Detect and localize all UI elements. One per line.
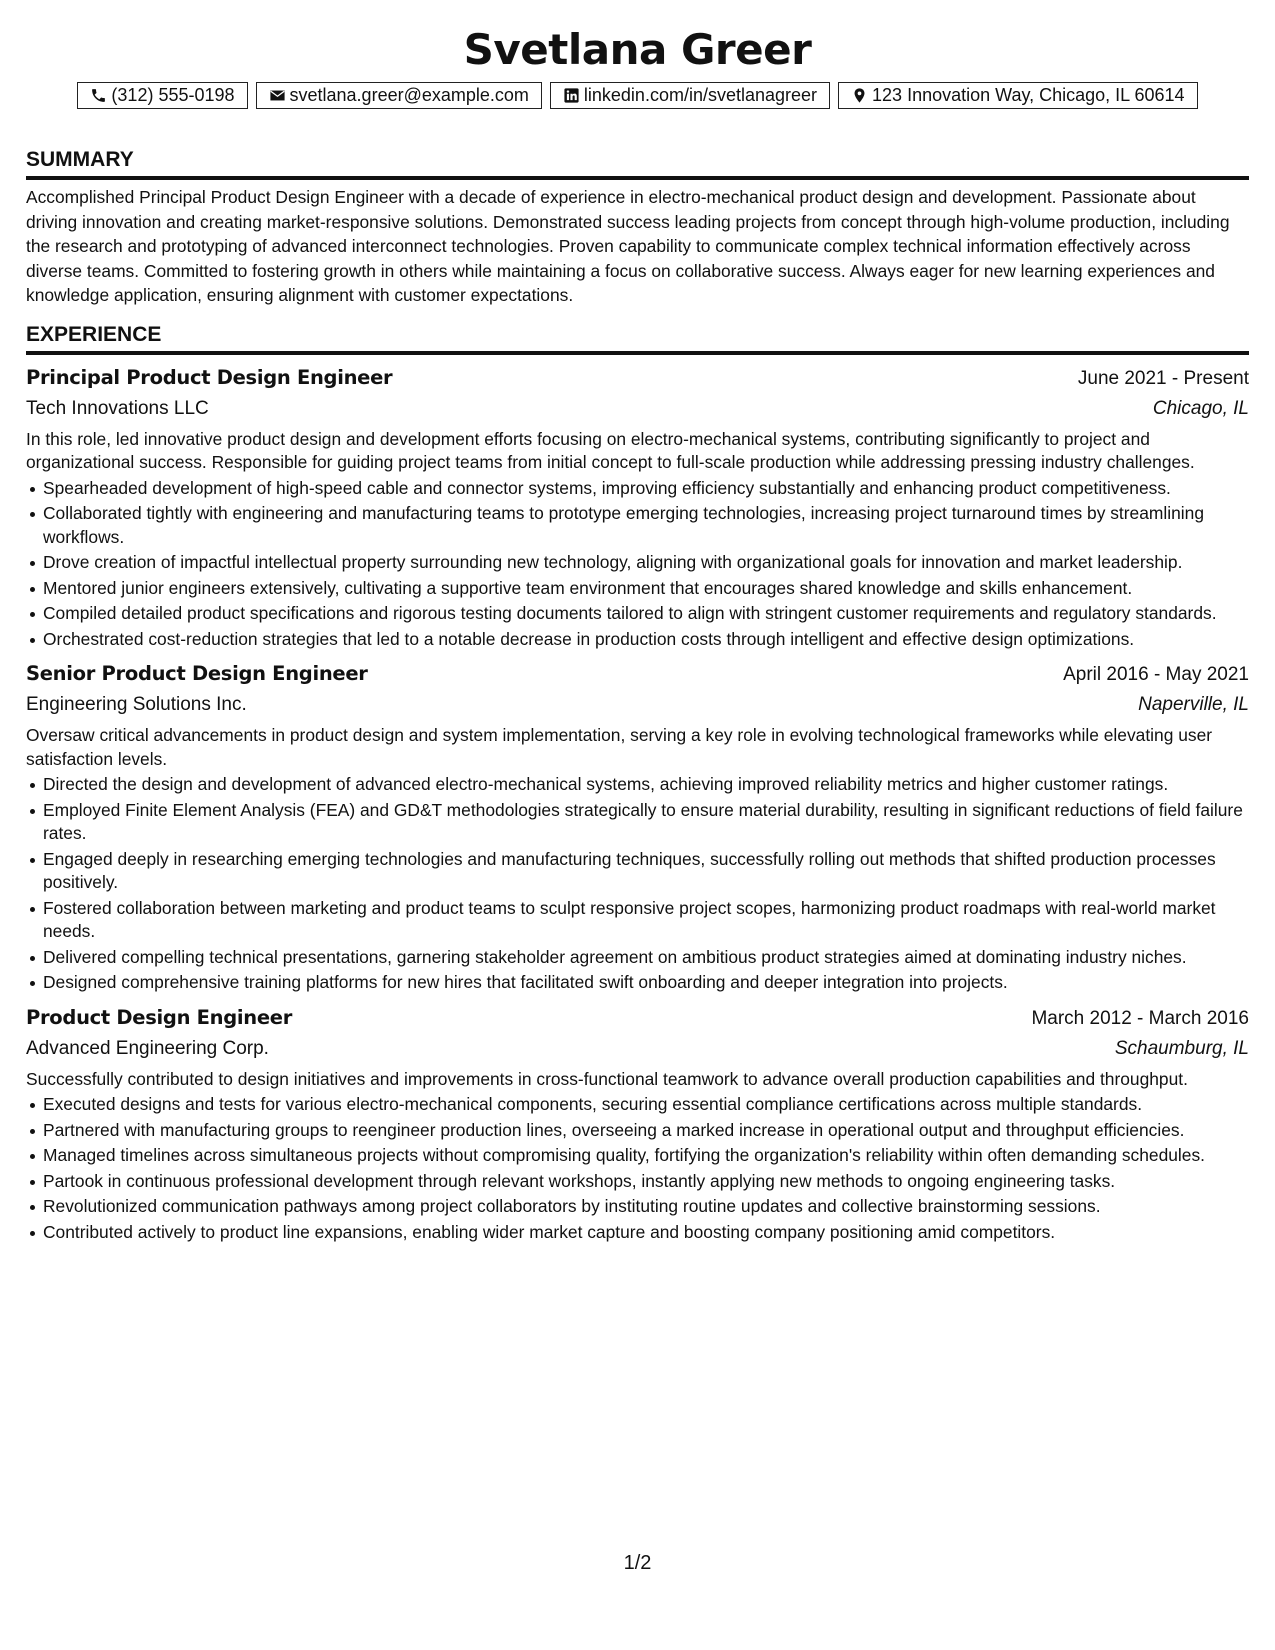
job-location: Schaumburg, IL — [1114, 1037, 1249, 1059]
job-bullets — [26, 477, 1249, 652]
job-bullets — [26, 773, 1249, 995]
bullet-item: Partook in continuous professional development through relevant workshops, instantly applying new methods to ongoing engineering tasks. — [43, 1170, 1249, 1194]
job-entry — [26, 1003, 1249, 1245]
contact-phone[interactable] — [77, 82, 247, 109]
bullet-item: Contributed actively to product line expansions, enabling wider market capture and boosting company positioning amid competitors. — [43, 1221, 1249, 1245]
bullet-item: Drove creation of impactful intellectual property surrounding new technology, aligning with organizational goals for innovation and market leadership. — [43, 551, 1249, 575]
job-title: Principal Product Design Engineer — [26, 365, 393, 389]
bullet-item: Spearheaded development of high-speed cable and connector systems, improving efficiency substantially and enhancing product competitiveness. — [43, 477, 1249, 501]
bullet-item: Engaged deeply in researching emerging technologies and manufacturing techniques, successfully rolling out methods that shifted production processes positively. — [43, 848, 1249, 895]
bullet-item: Orchestrated cost-reduction strategies that led to a notable decrease in production costs through intelligent and effective design optimizations. — [43, 628, 1249, 652]
summary-text: Accomplished Principal Product Design Engineer with a decade of experience in electro-mechanical product design and development. Passionate about driving innovation and creating market-responsive solutions. Demonstrated success leading projects from concept through high-volume production, including the research and prototyping of advanced interconnect technologies. Proven capability to communicate complex technical information effectively across diverse teams. Committed to fostering growth in others while maintaining a focus on collaborative success. Always eager for new learning experiences and knowledge application, ensuring alignment with customer expectations. — [26, 187, 1230, 305]
linkedin-text: linkedin.com/in/svetlanagreer — [583, 85, 818, 105]
bullet-item: Revolutionized communication pathways among project collaborators by instituting routine updates and collective brainstorming sessions. — [43, 1195, 1249, 1219]
job-description: Oversaw critical advancements in product design and system implementation, serving a key role in evolving technological frameworks while elevating user satisfaction levels. — [26, 725, 1213, 769]
job-bullets — [26, 1093, 1249, 1244]
company-name: Tech Innovations LLC — [26, 397, 209, 419]
bullet-item: Delivered compelling technical presentations, garnering stakeholder agreement on ambitious product strategies aimed at dominating industry niches. — [43, 946, 1249, 970]
address-text: 123 Innovation Way, Chicago, IL 60614 — [872, 85, 1185, 105]
job-dates: April 2016 - May 2021 — [1063, 664, 1249, 685]
summary-heading: SUMMARY — [26, 147, 1249, 180]
bullet-item: Mentored junior engineers extensively, cultivating a supportive team environment that encourages shared knowledge and skills enhancement. — [43, 577, 1249, 601]
bullet-item: Fostered collaboration between marketing and product teams to sculpt responsive project scopes, harmonizing product roadmaps with real-world market needs. — [43, 897, 1249, 944]
contact-email[interactable] — [256, 82, 542, 109]
contact-bar — [26, 82, 1249, 109]
summary-section — [26, 147, 1249, 308]
job-description: In this role, led innovative product design and development efforts focusing on electro-mechanical systems, contributing significantly to project and organizational success. Responsible for guiding project teams from initial concept to full-scale production while addressing pressing industry challenges. — [26, 428, 1195, 472]
bullet-item: Collaborated tightly with engineering and manufacturing teams to prototype emerging technologies, increasing project turnaround times by streamlining workflows. — [43, 502, 1249, 549]
job-entry — [26, 363, 1249, 652]
email-text: svetlana.greer@example.com — [289, 85, 529, 105]
phone-icon — [90, 87, 107, 104]
bullet-item: Employed Finite Element Analysis (FEA) and GD&T methodologies strategically to ensure material durability, resulting in significant reductions of field failure rates. — [43, 799, 1249, 846]
contact-linkedin[interactable] — [550, 82, 830, 109]
job-location: Chicago, IL — [1152, 397, 1249, 419]
envelope-icon — [269, 87, 286, 104]
job-description: Successfully contributed to design initiatives and improvements in cross-functional teamwork to advance overall production capabilities and throughput. — [26, 1068, 1188, 1089]
job-dates: March 2012 - March 2016 — [1031, 1007, 1249, 1029]
company-name: Engineering Solutions Inc. — [26, 694, 247, 715]
bullet-item: Compiled detailed product specifications and rigorous testing documents tailored to align with stringent customer requirements and regulatory standards. — [43, 602, 1249, 626]
experience-section — [26, 322, 1249, 1245]
job-entry — [26, 659, 1249, 995]
bullet-item: Managed timelines across simultaneous projects without compromising quality, fortifying the organization's reliability within often demanding schedules. — [43, 1144, 1249, 1168]
job-location: Naperville, IL — [1138, 694, 1249, 715]
bullet-item: Executed designs and tests for various electro-mechanical components, securing essential compliance certifications across multiple standards. — [43, 1093, 1249, 1117]
company-name: Advanced Engineering Corp. — [26, 1037, 269, 1059]
job-dates: June 2021 - Present — [1077, 367, 1249, 389]
bullet-item: Partnered with manufacturing groups to reengineer production lines, overseeing a marked increase in operational output and throughput efficiencies. — [43, 1119, 1249, 1143]
page-number: 1/2 — [623, 1552, 652, 1574]
contact-address[interactable] — [838, 82, 1198, 109]
phone-text: (312) 555-0198 — [111, 85, 235, 105]
bullet-item: Directed the design and development of advanced electro-mechanical systems, achieving improved reliability metrics and higher customer ratings. — [43, 773, 1249, 797]
linkedin-icon — [563, 87, 580, 104]
bullet-item: Designed comprehensive training platforms for new hires that facilitated swift onboarding and deeper integration into projects. — [43, 971, 1249, 995]
experience-heading: EXPERIENCE — [26, 322, 1249, 355]
candidate-name: Svetlana Greer — [463, 25, 812, 74]
map-pin-icon — [851, 87, 868, 104]
job-title: Product Design Engineer — [26, 1005, 293, 1029]
job-title: Senior Product Design Engineer — [26, 662, 368, 685]
